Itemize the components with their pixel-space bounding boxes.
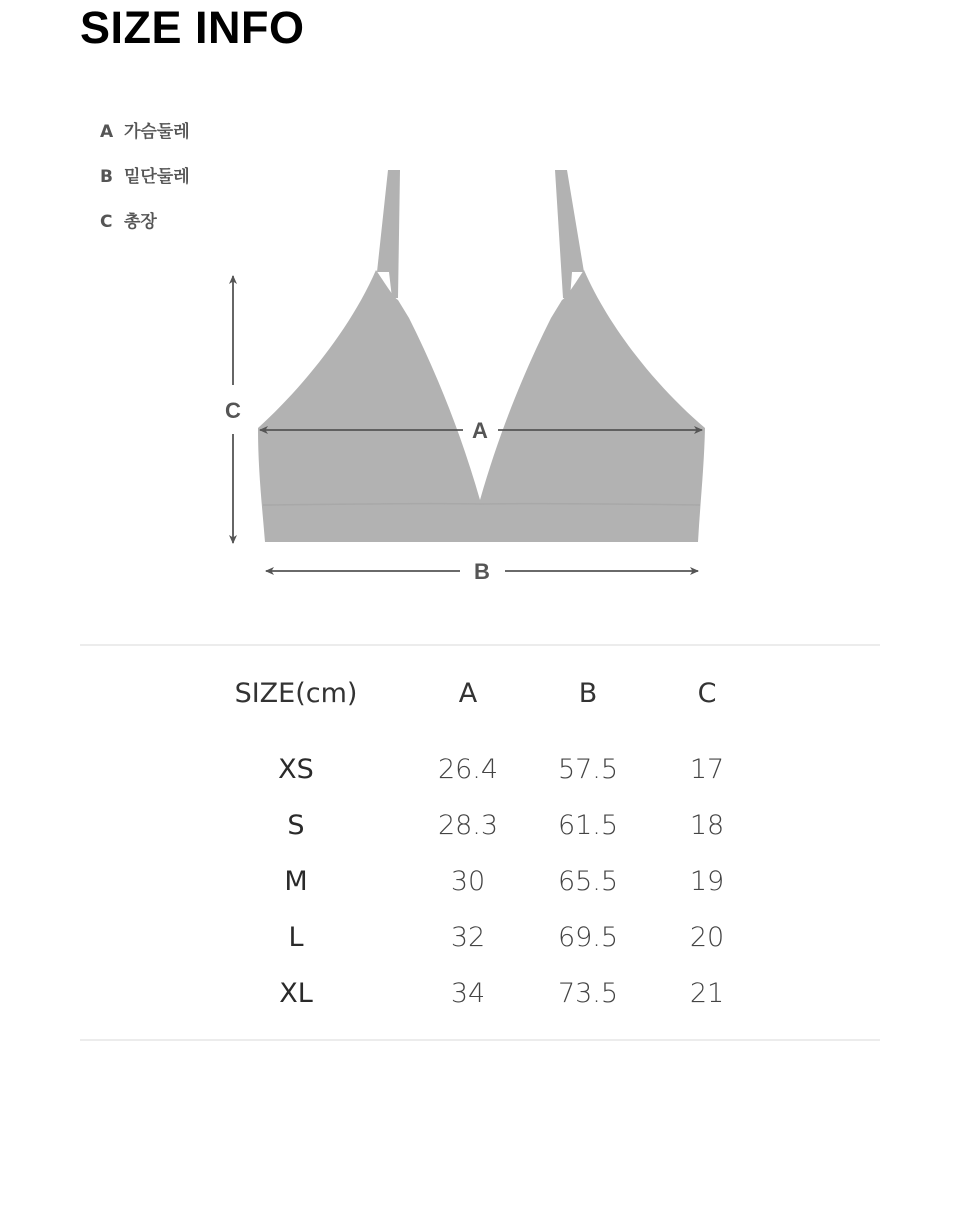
legend-label: 가슴둘레 xyxy=(124,122,190,142)
label-b: B xyxy=(474,559,490,584)
measurement-c-line xyxy=(225,276,241,543)
header-size: SIZE(cm) xyxy=(234,678,358,709)
page-title: SIZE INFO xyxy=(80,2,305,53)
table-row xyxy=(0,742,960,798)
legend-key: A xyxy=(100,122,114,142)
cell-c: 17 xyxy=(689,754,725,785)
cell-b: 61.5 xyxy=(557,810,619,841)
header-a: A xyxy=(458,678,478,709)
cell-size: L xyxy=(288,922,304,953)
cell-c: 21 xyxy=(689,978,725,1009)
table-row xyxy=(0,854,960,910)
bra-body xyxy=(258,270,705,542)
legend-label: 밑단둘레 xyxy=(124,167,190,187)
cell-c: 19 xyxy=(689,866,725,897)
cell-size: M xyxy=(284,866,308,897)
cell-b: 65.5 xyxy=(557,866,619,897)
header-c: C xyxy=(697,678,717,709)
table-row xyxy=(0,910,960,966)
legend-key: C xyxy=(100,212,113,232)
cell-size: XS xyxy=(278,754,314,785)
cell-c: 20 xyxy=(689,922,725,953)
cell-a: 28.3 xyxy=(437,810,499,841)
cell-b: 69.5 xyxy=(557,922,619,953)
bra-illustration xyxy=(258,170,705,542)
table-header-row xyxy=(0,666,960,722)
table-row xyxy=(0,798,960,854)
cell-c: 18 xyxy=(689,810,725,841)
table-row xyxy=(0,966,960,1022)
legend-label: 총장 xyxy=(124,212,157,232)
header-b: B xyxy=(578,678,598,709)
table-bottom-divider xyxy=(80,1039,880,1041)
label-c: C xyxy=(225,398,241,423)
measurement-b-line xyxy=(266,559,698,584)
cell-b: 73.5 xyxy=(557,978,619,1009)
cell-size: S xyxy=(287,810,305,841)
cell-a: 32 xyxy=(450,922,486,953)
cell-a: 26.4 xyxy=(437,754,499,785)
table-top-divider xyxy=(80,644,880,646)
cell-a: 30 xyxy=(450,866,486,897)
cell-a: 34 xyxy=(450,978,486,1009)
cell-b: 57.5 xyxy=(557,754,619,785)
cell-size: XL xyxy=(279,978,313,1009)
legend-key: B xyxy=(100,167,113,187)
label-a: A xyxy=(472,418,488,443)
